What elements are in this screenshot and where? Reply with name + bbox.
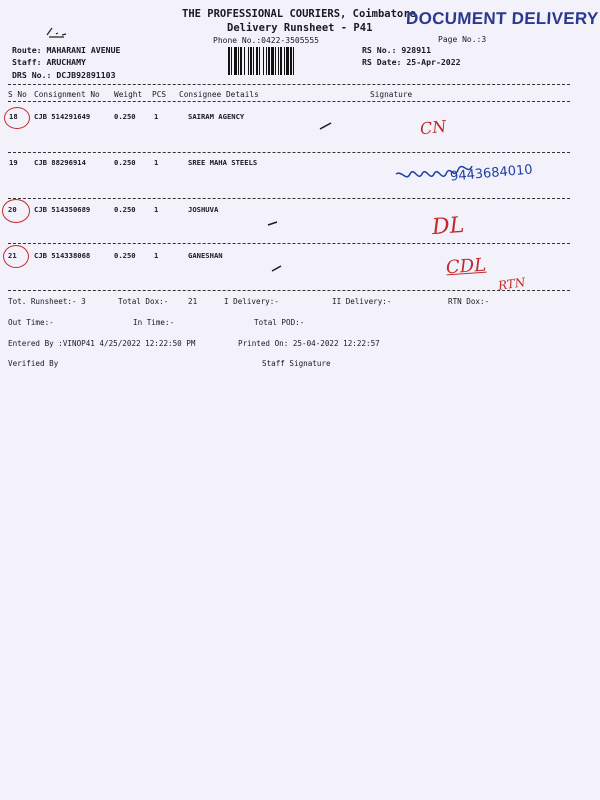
divider: [8, 198, 570, 199]
row-consignee: SAIRAM AGENCY: [188, 112, 245, 121]
company-name: THE PROFESSIONAL COURIERS, Coimbatore: [182, 8, 416, 20]
row-pcs: 1: [154, 205, 159, 214]
col-weight: Weight: [114, 90, 143, 99]
col-sno: S No: [8, 90, 27, 99]
row-weight: 0.250: [114, 158, 136, 167]
scribble-mark: [44, 24, 70, 43]
printed-on: Printed On: 25-04-2022 12:22:57: [238, 339, 380, 348]
total-pod: Total POD:-: [254, 318, 305, 327]
row-consignment: CJB 514350689: [34, 205, 91, 214]
tick-mark: [318, 120, 334, 132]
row-consignment: CJB 88296914: [34, 158, 86, 167]
out-time: Out Time:-: [8, 318, 54, 327]
handwritten-rtn: RTN: [497, 275, 527, 293]
total-dox-label: Total Dox:-: [118, 297, 169, 306]
document-delivery-stamp: DOCUMENT DELIVERY: [405, 9, 599, 28]
runsheet-title: Delivery Runsheet - P41: [227, 22, 373, 34]
row-weight: 0.250: [114, 112, 136, 121]
row-consignee: SREE MAHA STEELS: [188, 158, 258, 167]
col-pcs: PCS: [152, 90, 167, 99]
rtn-dox: RTN Dox:-: [448, 297, 490, 306]
rs-date: RS Date: 25-Apr-2022: [362, 57, 461, 67]
row-consignment: CJB 514338068: [34, 251, 91, 260]
page-number: Page No.:3: [438, 35, 487, 44]
i-delivery: I Delivery:-: [224, 297, 279, 306]
handwritten-dl: DL: [431, 212, 466, 241]
divider: [8, 84, 570, 85]
phone-number: Phone No.:0422-3505555: [213, 36, 319, 45]
row-sno: 21: [8, 251, 17, 260]
row-pcs: 1: [154, 112, 159, 121]
in-time: In Time:-: [133, 318, 175, 327]
staff: Staff: ARUCHAMY: [12, 57, 86, 67]
divider: [8, 243, 570, 244]
handwritten-phone: 9443684010: [449, 162, 534, 185]
row-pcs: 1: [154, 251, 159, 260]
divider: [8, 101, 570, 102]
total-runsheet: Tot. Runsheet:- 3: [8, 297, 86, 306]
row-sno: 20: [8, 205, 17, 214]
handwritten-cn: CN: [419, 116, 448, 139]
row-weight: 0.250: [114, 205, 136, 214]
col-consignee: Consignee Details: [179, 90, 259, 99]
row-consignee: GANESHAN: [188, 251, 223, 260]
ii-delivery: II Delivery:-: [332, 297, 392, 306]
divider: [8, 290, 570, 291]
col-consignment: Consignment No: [34, 90, 100, 99]
col-signature: Signature: [370, 90, 413, 99]
handwritten-cdl: CDL: [445, 254, 487, 279]
verified-by: Verified By: [8, 359, 59, 368]
total-dox-value: 21: [188, 297, 198, 306]
row-consignee: JOSHUVA: [188, 205, 219, 214]
row-consignment: CJB 514291649: [34, 112, 91, 121]
row-sno: 18: [9, 112, 18, 121]
row-weight: 0.250: [114, 251, 136, 260]
route: Route: MAHARANI AVENUE: [12, 45, 121, 55]
tick-mark: [270, 264, 284, 274]
staff-signature: Staff Signature: [262, 359, 331, 368]
barcode: [228, 47, 340, 75]
rs-number: RS No.: 928911: [362, 45, 432, 55]
drs-number: DRS No.: DCJB92891103: [12, 70, 116, 80]
entered-by: Entered By :VINOP41 4/25/2022 12:22:50 PM: [8, 339, 196, 348]
tick-mark: [266, 218, 280, 228]
row-pcs: 1: [154, 158, 159, 167]
row-sno: 19: [9, 158, 18, 167]
